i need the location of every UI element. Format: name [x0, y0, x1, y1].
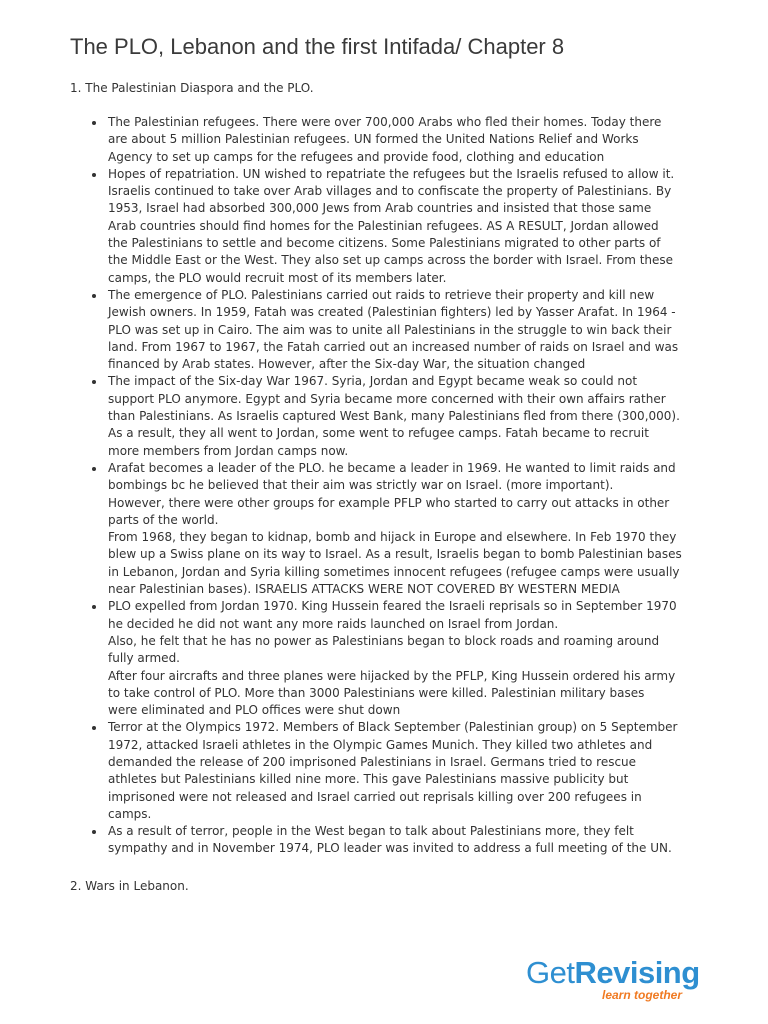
logo-wordmark [526, 956, 700, 990]
list-item [92, 287, 712, 373]
paragraph: Hopes of repatriation. UN wished to repatriate the refugees but the Israelis refused to allow it. Israelis continued to take over Arab villages and to confiscate the property of Palestinians. By 1953, Israel had absorbed 300,000 Jews from Arab countries and insisted that those same Arab countries should find homes for the Palestinian refugees. AS A RESULT, Jordan allowed the Palestinians to settle and become citizens. Some Palestinians migrated to other parts of the Middle East or the West. They also set up camps across the border with Israel. From these camps, the PLO would recruit most of its members later. [108, 166, 675, 285]
paragraph: From 1968, they began to kidnap, bomb and hijack in Europe and elsewhere. In Feb 1970 they blew up a Swiss plane on its way to Israel. As a result, Israelis began to bomb Palestinian bases in Lebanon, Jordan and Syria killing sometimes innocent refugees (refugee camps were usually near Palestinian bases). ISRAELIS ATTACKS WERE NOT COVERED BY WESTERN MEDIA [108, 530, 682, 597]
list-item [92, 166, 712, 287]
bullet-list [92, 114, 712, 858]
list-item [92, 114, 712, 166]
bullet-icon [92, 726, 96, 730]
logo-tagline: learn together [602, 988, 683, 1002]
list-item [92, 719, 712, 823]
paragraph: Arafat becomes a leader of the PLO. he became a leader in 1969. He wanted to limit raids and bombings bc he believed that their aim was strictly war on Israel. (more important). [108, 460, 676, 493]
list-item [92, 460, 712, 598]
logo-get: Get [526, 955, 575, 990]
bullet-icon [92, 121, 96, 125]
paragraph: As a result of terror, people in the West began to talk about Palestinians more, they felt sympathy and in November 1974, PLO leader was invited to address a full meeting of the UN. [108, 824, 672, 856]
paragraph: PLO expelled from Jordan 1970. King Hussein feared the Israeli reprisals so in September 1970 he decided he did not want any more raids launched on Israel from Jordan. [108, 599, 677, 631]
list-item [92, 823, 712, 858]
paragraph: After four aircrafts and three planes were hijacked by the PFLP, King Hussein ordered his army to take control of PLO. More than 3000 Palestinians were killed. Palestinian military bases were eliminated and PLO offices were shut down [108, 668, 676, 718]
bullet-icon [92, 380, 96, 384]
paragraph: Also, he felt that he has no power as Palestinians began to block roads and roaming around fully armed. [108, 633, 660, 666]
bullet-icon [92, 294, 96, 298]
bullet-icon [92, 605, 96, 609]
paragraph: The emergence of PLO. Palestinians carried out raids to retrieve their property and kill new Jewish owners. In 1959, Fatah was created (Palestinian fighters) led by Yasser Arafat. In 1964 - PLO was set up in Cairo. The aim was to unite all Palestinians in the struggle to win back their land. From 1967 to 1967, the Fatah carried out an increased number of raids on Israel and was financed by Arab states. However, after the Six-day War, the situation changed [108, 287, 679, 372]
section-heading-lebanon: 2. Wars in Lebanon. [70, 879, 189, 893]
paragraph: However, there were other groups for example PFLP who started to carry out attacks in other parts of the world. [108, 495, 670, 527]
paragraph: The Palestinian refugees. There were over 700,000 Arabs who fled their homes. Today there are about 5 million Palestinian refugees. UN formed the United Nations Relief and Works Agency to set up camps for the refugees and provide food, clothing and education [108, 115, 662, 164]
paragraph: The impact of the Six-day War 1967. Syria, Jordan and Egypt became weak so could not support PLO anymore. Egypt and Syria became more concerned with their own affairs rather than Palestinians. As Israelis captured West Bank, many Palestinians fled from there (300,000). As a result, they all went to Jordan, some went to refugee camps. Fatah became to recruit more members from Jordan camps now. [108, 374, 680, 458]
bullet-icon [92, 173, 96, 177]
list-item [92, 373, 712, 459]
list-item [92, 598, 712, 719]
paragraph: Terror at the Olympics 1972. Members of Black September (Palestinian group) on 5 September 1972, attacked Israeli athletes in the Olympic Games Munich. They killed two athletes and demanded the release of 200 imprisoned Palestinians in Israel. Germans tried to rescue athletes but Palestinians killed nine more. This gave Palestinians massive publicity but imprisoned were not released and Israel carried out reprisals killing over 200 refugees in camps. [108, 720, 678, 821]
page-title: The PLO, Lebanon and the first Intifada/ Chapter 8 [70, 34, 565, 59]
section-heading-diaspora: 1. The Palestinian Diaspora and the PLO. [70, 81, 314, 95]
getrevising-logo [526, 956, 726, 1006]
bullet-icon [92, 467, 96, 471]
logo-revising: Revising [574, 955, 700, 990]
bullet-icon [92, 830, 96, 834]
